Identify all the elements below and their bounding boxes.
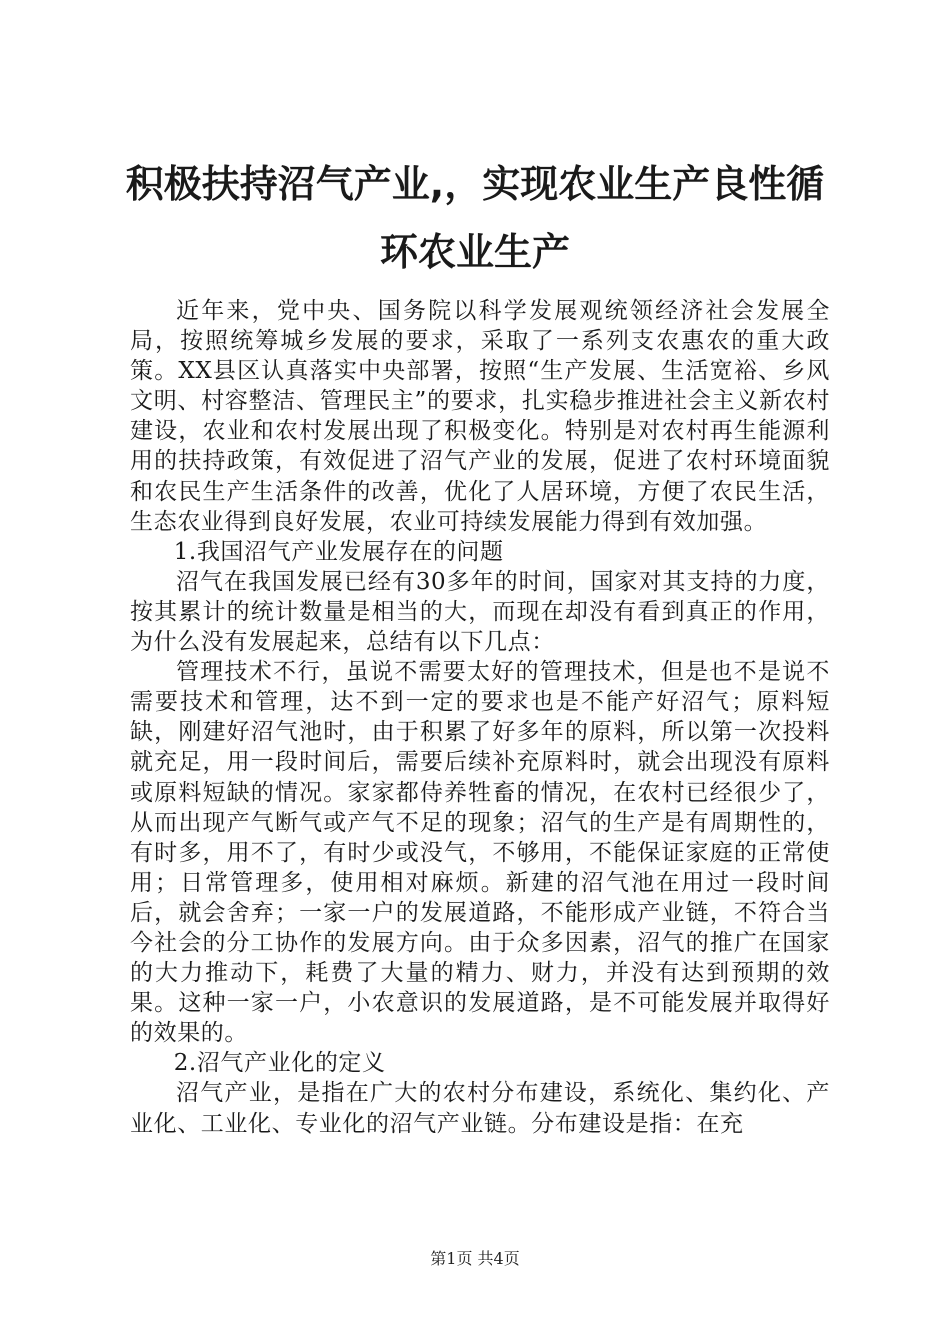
document-body xyxy=(130,296,830,1139)
section-heading-2: 2.沼气产业化的定义 xyxy=(173,1050,386,1077)
paragraph-intro: 近年来，党中央、国务院以科学发展观统领经济社会发展全局，按照统筹城乡发展的要求，采取了一系列支农惠农的重大政策。XX县区认真落实中央部署，按照“生产发展、生活宽裕、乡风文明、村容整洁、管理民主”的要求，扎实稳步推进社会主义新农村建设，农业和农村发展出现了积极变化。特别是对农村再生能源利用的扶持政策，有效促进了沼气产业的发展，促进了农村环境面貌和农民生产生活条件的改善，优化了人居环境，方便了农民生活，生态农业得到良好发展，农业可持续发展能力得到有效加强。 xyxy=(130,298,830,535)
paragraph-section-2-definition: 沼气产业，是指在广大的农村分布建设，系统化、集约化、产业化、工业化、专业化的沼气产业链。分布建设是指：在充 xyxy=(130,1080,830,1137)
document-title: 积极扶持沼气产业,，实现农业生产良性循环农业生产 xyxy=(125,162,825,274)
page-footer: 第1页 共4页 xyxy=(430,1249,520,1268)
paragraph-section-1-problems: 管理技术不行，虽说不需要太好的管理技术，但是也不是说不需要技术和管理，达不到一定的要求也是不能产好沼气；原料短缺，刚建好沼气池时，由于积累了好多年的原料，所以第一次投料就充足，用一段时间后，需要后续补充原料时，就会出现没有原料或原料短缺的情况。家家都侍养牲畜的情况，在农村已经很少了，从而出现产气断气或产气不足的现象；沼气的生产是有周期性的，有时多，用不了，有时少或没气，不够用，不能保证家庭的正常使用；日常管理多，使用相对麻烦。新建的沼气池在用过一段时间后，就会舍弃；一家一户的发展道路，不能形成产业链，不符合当今社会的分工协作的发展方向。由于众多因素，沼气的推广在国家的大力推动下，耗费了大量的精力、财力，并没有达到预期的效果。这种一家一户，小农意识的发展道路，是不可能发展并取得好的效果的。 xyxy=(130,659,830,1047)
section-heading-1: 1.我国沼气产业发展存在的问题 xyxy=(173,538,504,565)
paragraph-section-1-intro: 沼气在我国发展已经有30多年的时间，国家对其支持的力度，按其累计的统计数量是相当的大，而现在却没有看到真正的作用，为什么没有发展起来，总结有以下几点： xyxy=(130,568,830,656)
